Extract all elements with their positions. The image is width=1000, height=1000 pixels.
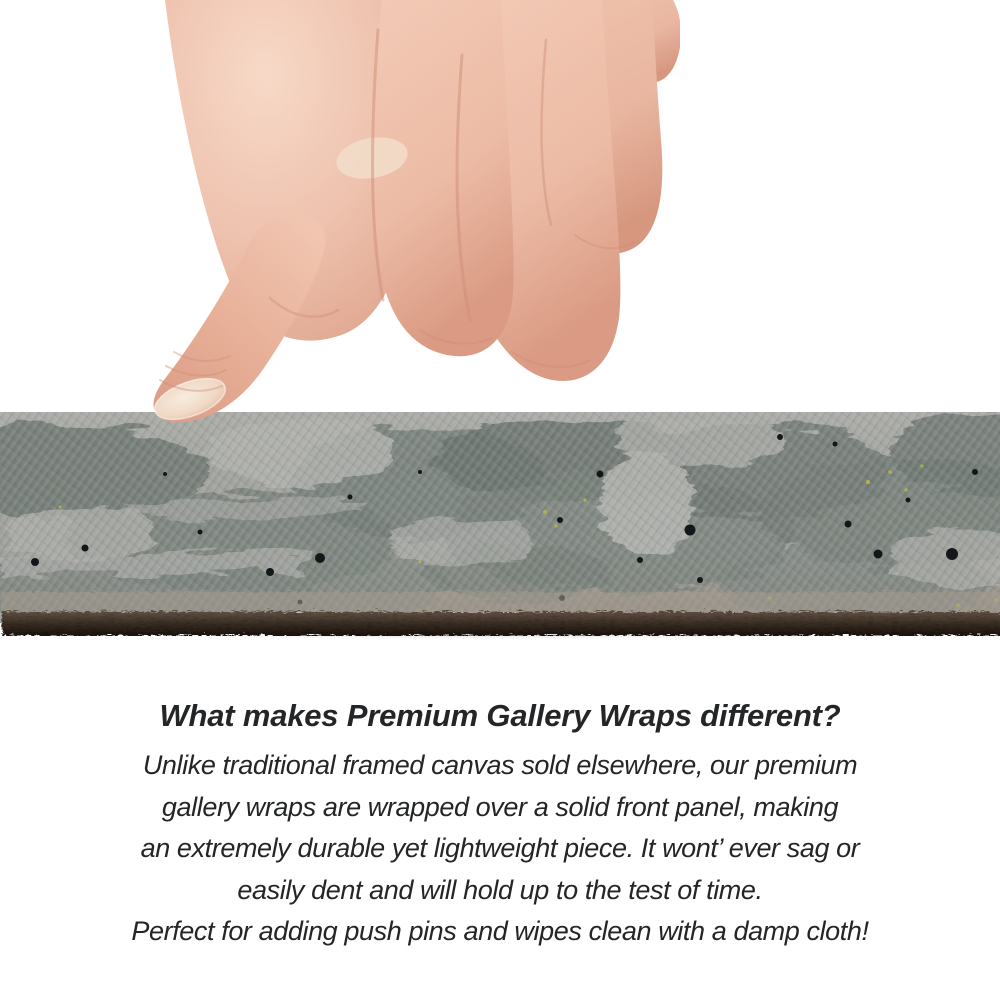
copy-heading: What makes Premium Gallery Wraps different? bbox=[159, 698, 841, 733]
copy-line-1: Unlike traditional framed canvas sold elsewhere, our premium bbox=[142, 750, 858, 780]
copy-line-4: easily dent and will hold up to the test of time. bbox=[237, 874, 763, 905]
copy-line-3: an extremely durable yet lightweight piece. It wont’ ever sag or bbox=[140, 833, 860, 863]
copy-block bbox=[0, 696, 1000, 953]
canvas-strip bbox=[0, 412, 1000, 636]
index-finger bbox=[374, 0, 514, 356]
hand-image bbox=[120, 0, 680, 432]
panel-edge bbox=[0, 610, 1000, 634]
copy-line-2: gallery wraps are wrapped over a solid front panel, making bbox=[161, 791, 839, 822]
canvas-lower-band bbox=[0, 590, 1000, 612]
copy-line-5: Perfect for adding push pins and wipes clean with a damp cloth! bbox=[131, 916, 869, 946]
